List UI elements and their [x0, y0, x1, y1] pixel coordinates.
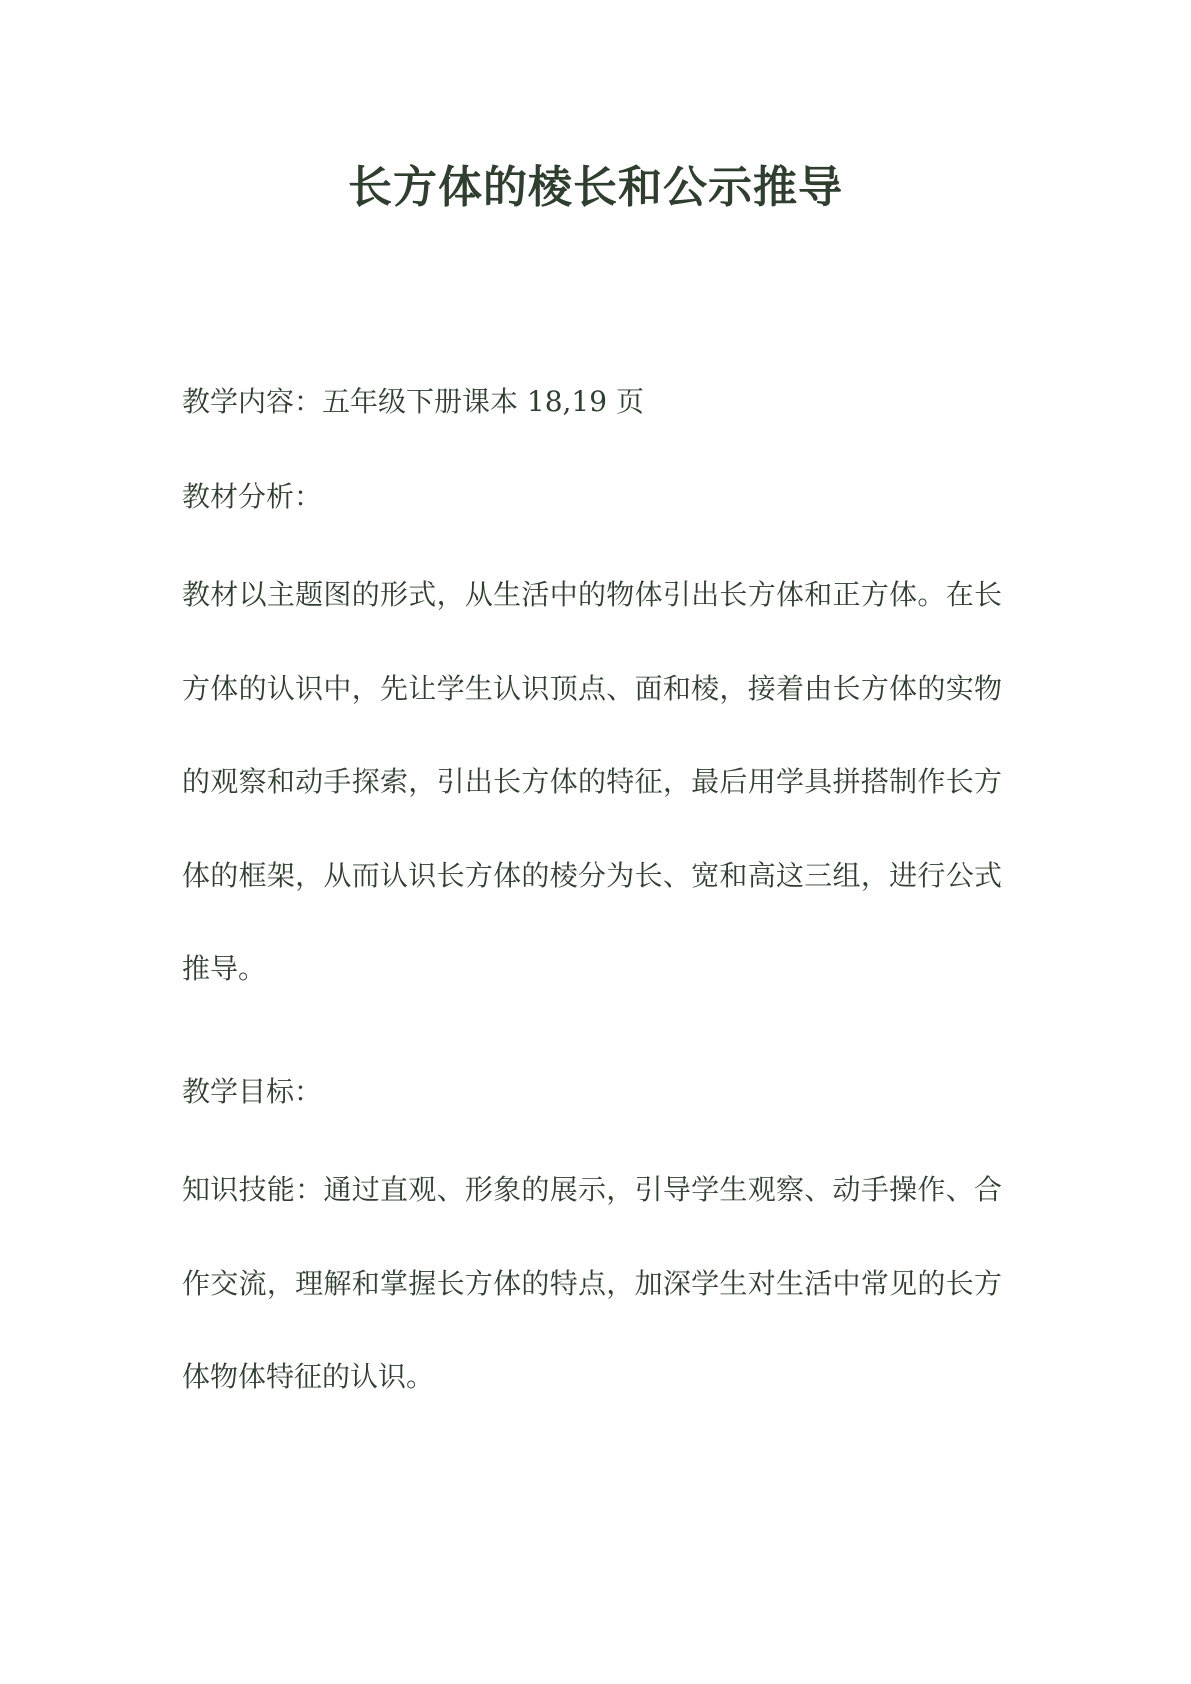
analysis-heading: 教材分析： — [182, 480, 323, 513]
goals-heading: 教学目标： — [182, 1075, 323, 1108]
document-title: 长方体的棱长和公示推导 — [348, 162, 843, 213]
teaching-content-line: 教学内容：五年级下册课本 18,19 页 — [182, 385, 644, 418]
analysis-paragraph: 教材以主题图的形式，从生活中的物体引出长方体和正方体。在长方体的认识中，先让学生认识顶点、面和棱，接着由长方体的实物的观察和动手探索，引出长方体的特征，最后用学具拼搭制作长方体的框架，从而认识长方体的棱分为长、宽和高这三组，进行公式推导。 — [182, 578, 1002, 985]
goals-paragraph: 知识技能：通过直观、形象的展示，引导学生观察、动手操作、合作交流，理解和掌握长方体的特点，加深学生对生活中常见的长方体物体特征的认识。 — [182, 1173, 1002, 1393]
